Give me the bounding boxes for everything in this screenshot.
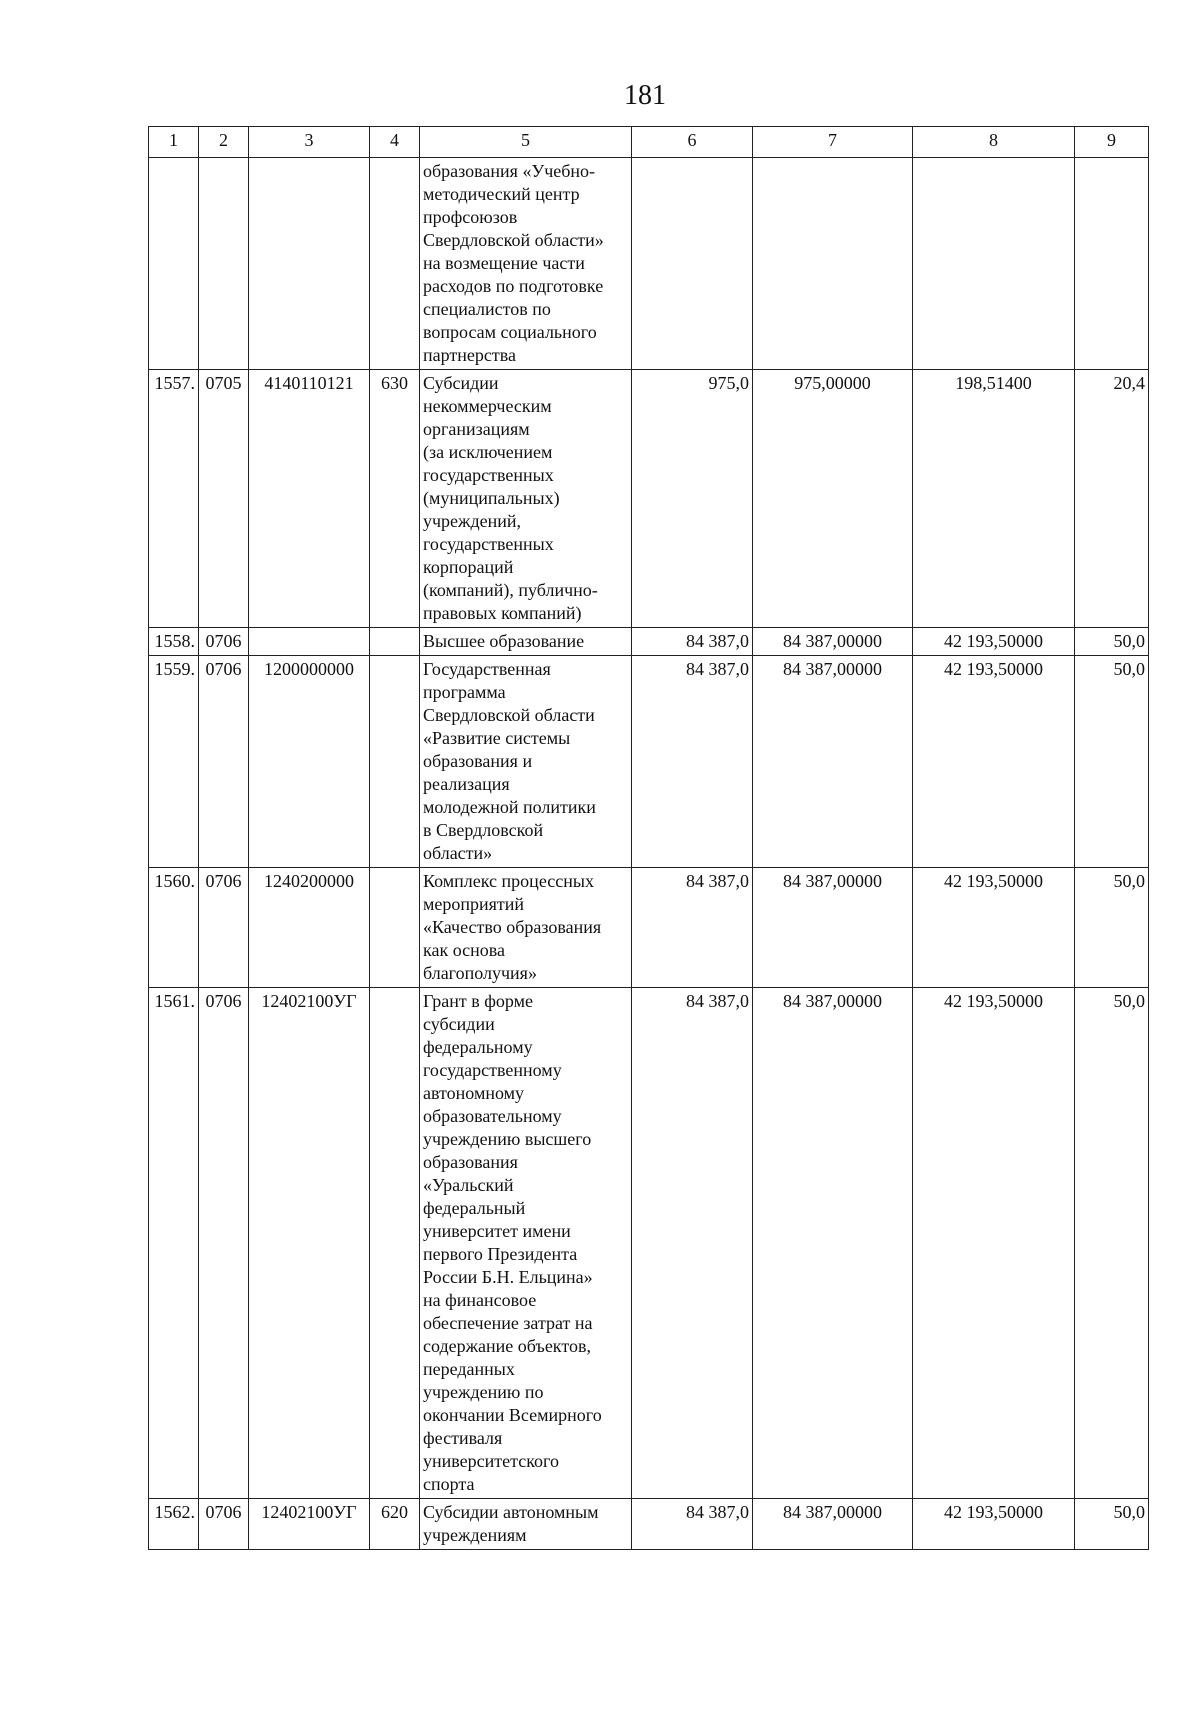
approved-amount-cell: 84 387,0 (632, 868, 753, 988)
approved-amount-cell: 84 387,0 (632, 656, 753, 868)
expense-type-cell (370, 158, 420, 370)
executed-amount-cell (913, 158, 1075, 370)
description-cell: образования «Учебно- методический центр профсоюзов Свердловской области» на возмещение части расходов по подготовке специалистов по вопросам социального партнерства (420, 158, 632, 370)
description-cell: Субсидии автономным учреждениям (420, 1499, 632, 1550)
target-article-cell (249, 158, 370, 370)
approved-amount-cell (632, 158, 753, 370)
expense-type-cell: 620 (370, 1499, 420, 1550)
target-article-cell: 12402100УГ (249, 988, 370, 1499)
executed-amount-cell: 42 193,50000 (913, 1499, 1075, 1550)
planned-amount-cell: 84 387,00000 (753, 656, 913, 868)
section-code-cell: 0705 (199, 370, 249, 628)
executed-amount-cell: 42 193,50000 (913, 868, 1075, 988)
table-row (149, 988, 1149, 1499)
row-number-cell: 1558. (149, 628, 199, 656)
approved-amount-cell: 975,0 (632, 370, 753, 628)
execution-percent-cell: 50,0 (1075, 988, 1149, 1499)
planned-amount-cell: 975,00000 (753, 370, 913, 628)
executed-amount-cell: 42 193,50000 (913, 628, 1075, 656)
header-cell: 9 (1075, 127, 1149, 158)
description-cell: Государственная программа Свердловской области «Развитие системы образования и реализация молодежной политики в Свердловской области» (420, 656, 632, 868)
description-cell: Высшее образование (420, 628, 632, 656)
expense-type-cell: 630 (370, 370, 420, 628)
execution-percent-cell: 50,0 (1075, 628, 1149, 656)
target-article-cell (249, 628, 370, 656)
header-cell: 5 (420, 127, 632, 158)
target-article-cell: 1240200000 (249, 868, 370, 988)
target-article-cell: 4140110121 (249, 370, 370, 628)
executed-amount-cell: 198,51400 (913, 370, 1075, 628)
executed-amount-cell: 42 193,50000 (913, 656, 1075, 868)
header-cell: 1 (149, 127, 199, 158)
execution-percent-cell: 50,0 (1075, 656, 1149, 868)
page-number: 181 (624, 80, 666, 111)
planned-amount-cell: 84 387,00000 (753, 988, 913, 1499)
table-row (149, 868, 1149, 988)
row-number-cell: 1559. (149, 656, 199, 868)
approved-amount-cell: 84 387,0 (632, 988, 753, 1499)
target-article-cell: 12402100УГ (249, 1499, 370, 1550)
planned-amount-cell (753, 158, 913, 370)
execution-percent-cell: 50,0 (1075, 1499, 1149, 1550)
section-code-cell (199, 158, 249, 370)
description-cell: Грант в форме субсидии федеральному государственному автономному образовательному учреждению высшего образования «Уральский федеральный университет имени первого Президента России Б.Н. Ельцина» на финансовое обеспечение затрат на содержание объектов, переданных учреждению по окончании Всемирного фестиваля университетского спорта (420, 988, 632, 1499)
row-number-cell: 1560. (149, 868, 199, 988)
header-cell: 4 (370, 127, 420, 158)
header-cell: 2 (199, 127, 249, 158)
row-number-cell: 1562. (149, 1499, 199, 1550)
executed-amount-cell: 42 193,50000 (913, 988, 1075, 1499)
expense-type-cell (370, 656, 420, 868)
expense-type-cell (370, 868, 420, 988)
execution-percent-cell (1075, 158, 1149, 370)
table-header-row (149, 127, 1149, 158)
target-article-cell: 1200000000 (249, 656, 370, 868)
section-code-cell: 0706 (199, 988, 249, 1499)
expense-type-cell (370, 988, 420, 1499)
header-cell: 8 (913, 127, 1075, 158)
planned-amount-cell: 84 387,00000 (753, 868, 913, 988)
description-cell: Комплекс процессных мероприятий «Качество образования как основа благополучия» (420, 868, 632, 988)
header-cell: 3 (249, 127, 370, 158)
header-cell: 7 (753, 127, 913, 158)
table-row (149, 370, 1149, 628)
table-row (149, 1499, 1149, 1550)
description-cell: Субсидии некоммерческим организациям (за исключением государственных (муниципальных) учреждений, государственных корпораций (компаний), публично- правовых компаний) (420, 370, 632, 628)
section-code-cell: 0706 (199, 628, 249, 656)
table-row (149, 158, 1149, 370)
section-code-cell: 0706 (199, 868, 249, 988)
section-code-cell: 0706 (199, 1499, 249, 1550)
execution-percent-cell: 50,0 (1075, 868, 1149, 988)
section-code-cell: 0706 (199, 656, 249, 868)
approved-amount-cell: 84 387,0 (632, 628, 753, 656)
row-number-cell (149, 158, 199, 370)
table-row (149, 656, 1149, 868)
row-number-cell: 1561. (149, 988, 199, 1499)
header-cell: 6 (632, 127, 753, 158)
table-row (149, 628, 1149, 656)
planned-amount-cell: 84 387,00000 (753, 628, 913, 656)
expense-type-cell (370, 628, 420, 656)
row-number-cell: 1557. (149, 370, 199, 628)
budget-table (148, 126, 1149, 1550)
approved-amount-cell: 84 387,0 (632, 1499, 753, 1550)
planned-amount-cell: 84 387,00000 (753, 1499, 913, 1550)
execution-percent-cell: 20,4 (1075, 370, 1149, 628)
